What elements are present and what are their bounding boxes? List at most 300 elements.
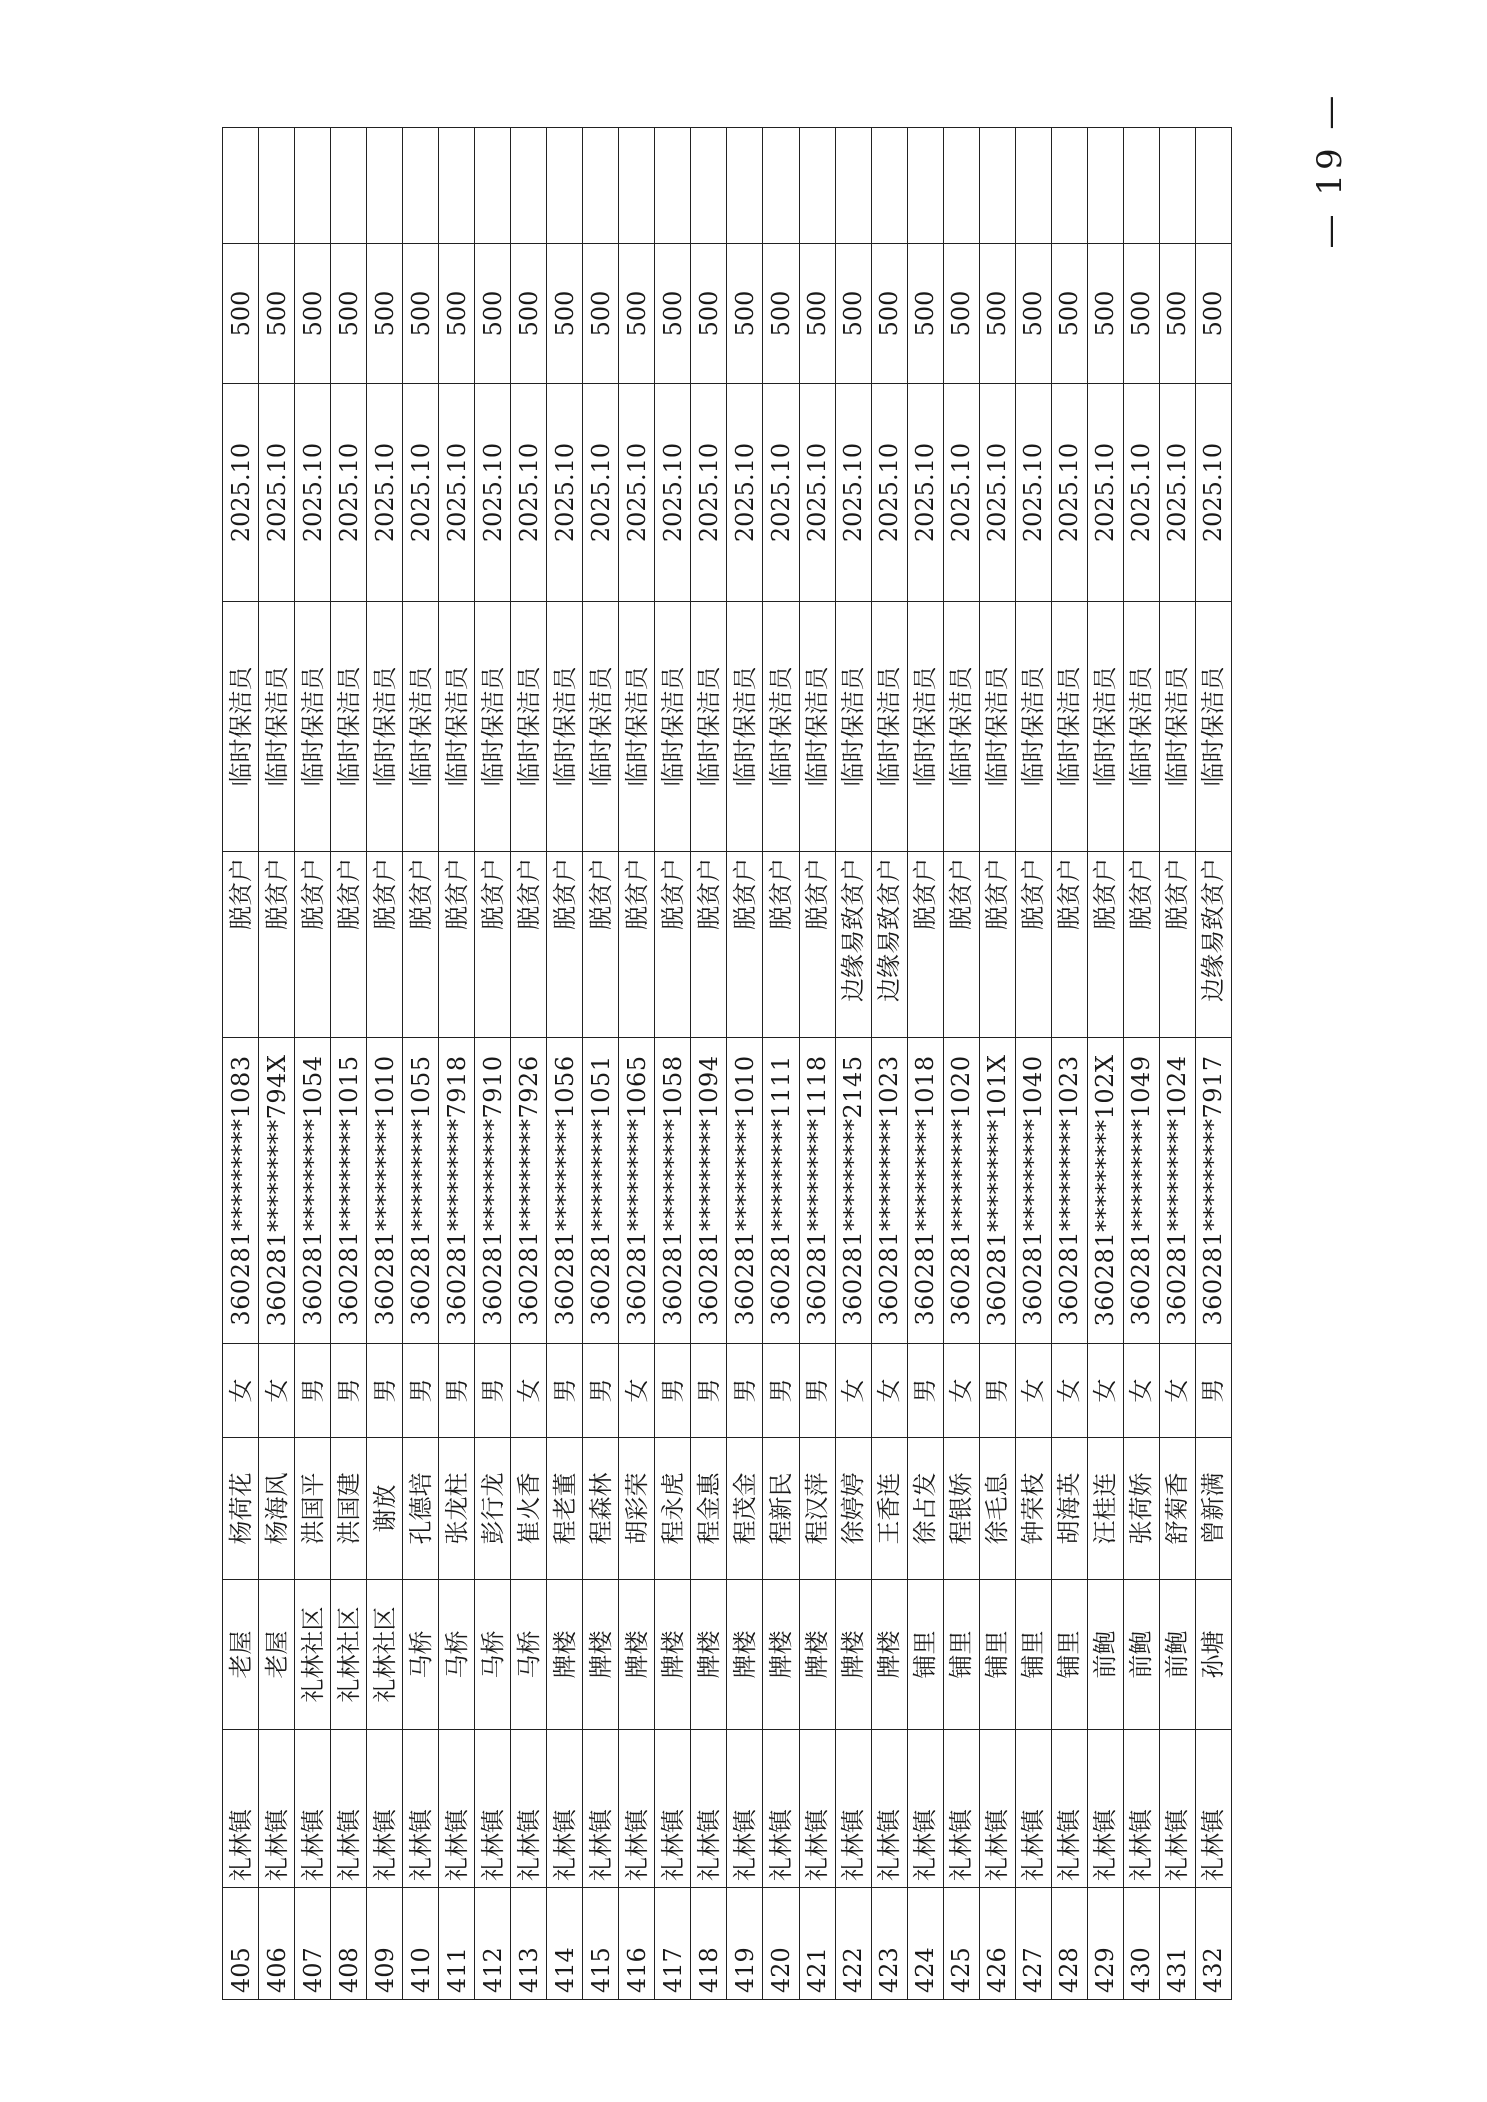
id-number-cell: 360281*********1058 bbox=[655, 1038, 691, 1344]
job-title-cell: 临时保洁员 bbox=[223, 602, 259, 852]
household-type-cell: 脱贫户 bbox=[511, 852, 547, 1038]
village-cell: 马桥 bbox=[475, 1580, 511, 1730]
job-title-cell: 临时保洁员 bbox=[1123, 602, 1159, 852]
household-type-cell: 脱贫户 bbox=[1015, 852, 1051, 1038]
remark-cell bbox=[799, 128, 835, 244]
date-cell: 2025.10 bbox=[763, 384, 799, 602]
town-cell: 礼林镇 bbox=[475, 1730, 511, 1888]
table-row bbox=[475, 128, 511, 2000]
date-cell: 2025.10 bbox=[475, 384, 511, 602]
id-number-cell: 360281*********1018 bbox=[907, 1038, 943, 1344]
household-type-cell: 脱贫户 bbox=[655, 852, 691, 1038]
id-number-cell: 360281*********7918 bbox=[439, 1038, 475, 1344]
village-cell: 牌楼 bbox=[763, 1580, 799, 1730]
gender-cell: 女 bbox=[1159, 1344, 1195, 1438]
id-number-cell: 360281*********1023 bbox=[1051, 1038, 1087, 1344]
village-cell: 前鲍 bbox=[1123, 1580, 1159, 1730]
village-cell: 老屋 bbox=[223, 1580, 259, 1730]
town-cell: 礼林镇 bbox=[1015, 1730, 1051, 1888]
table-row bbox=[1051, 128, 1087, 2000]
id-number-cell: 360281*********1015 bbox=[331, 1038, 367, 1344]
amount-cell: 500 bbox=[547, 244, 583, 384]
amount-cell: 500 bbox=[1195, 244, 1231, 384]
town-cell: 礼林镇 bbox=[907, 1730, 943, 1888]
job-title-cell: 临时保洁员 bbox=[295, 602, 331, 852]
roster-table-container bbox=[222, 128, 1232, 2000]
id-number-cell: 360281*********1055 bbox=[403, 1038, 439, 1344]
job-title-cell: 临时保洁员 bbox=[979, 602, 1015, 852]
remark-cell bbox=[763, 128, 799, 244]
job-title-cell: 临时保洁员 bbox=[403, 602, 439, 852]
town-cell: 礼林镇 bbox=[655, 1730, 691, 1888]
table-row bbox=[907, 128, 943, 2000]
amount-cell: 500 bbox=[1123, 244, 1159, 384]
row-number-cell: 424 bbox=[907, 1888, 943, 2000]
job-title-cell: 临时保洁员 bbox=[1015, 602, 1051, 852]
gender-cell: 女 bbox=[619, 1344, 655, 1438]
job-title-cell: 临时保洁员 bbox=[871, 602, 907, 852]
person-name-cell: 钟荣枝 bbox=[1015, 1438, 1051, 1580]
row-number-cell: 416 bbox=[619, 1888, 655, 2000]
date-cell: 2025.10 bbox=[259, 384, 295, 602]
gender-cell: 男 bbox=[799, 1344, 835, 1438]
household-type-cell: 边缘易致贫户 bbox=[1195, 852, 1231, 1038]
row-number-cell: 429 bbox=[1087, 1888, 1123, 2000]
town-cell: 礼林镇 bbox=[1123, 1730, 1159, 1888]
town-cell: 礼林镇 bbox=[259, 1730, 295, 1888]
amount-cell: 500 bbox=[1087, 244, 1123, 384]
date-cell: 2025.10 bbox=[511, 384, 547, 602]
household-type-cell: 脱贫户 bbox=[799, 852, 835, 1038]
town-cell: 礼林镇 bbox=[1087, 1730, 1123, 1888]
date-cell: 2025.10 bbox=[1015, 384, 1051, 602]
row-number-cell: 425 bbox=[943, 1888, 979, 2000]
date-cell: 2025.10 bbox=[1051, 384, 1087, 602]
amount-cell: 500 bbox=[691, 244, 727, 384]
row-number-cell: 432 bbox=[1195, 1888, 1231, 2000]
village-cell: 孙塘 bbox=[1195, 1580, 1231, 1730]
remark-cell bbox=[943, 128, 979, 244]
village-cell: 铺里 bbox=[1015, 1580, 1051, 1730]
date-cell: 2025.10 bbox=[439, 384, 475, 602]
remark-cell bbox=[259, 128, 295, 244]
table-row bbox=[943, 128, 979, 2000]
household-type-cell: 脱贫户 bbox=[1051, 852, 1087, 1038]
id-number-cell: 360281*********1083 bbox=[223, 1038, 259, 1344]
id-number-cell: 360281*********7910 bbox=[475, 1038, 511, 1344]
table-row bbox=[799, 128, 835, 2000]
village-cell: 马桥 bbox=[439, 1580, 475, 1730]
job-title-cell: 临时保洁员 bbox=[1159, 602, 1195, 852]
date-cell: 2025.10 bbox=[1123, 384, 1159, 602]
village-cell: 牌楼 bbox=[547, 1580, 583, 1730]
person-name-cell: 张龙柱 bbox=[439, 1438, 475, 1580]
gender-cell: 男 bbox=[763, 1344, 799, 1438]
id-number-cell: 360281*********1010 bbox=[367, 1038, 403, 1344]
person-name-cell: 程金惠 bbox=[691, 1438, 727, 1580]
household-type-cell: 脱贫户 bbox=[259, 852, 295, 1038]
id-number-cell: 360281*********1118 bbox=[799, 1038, 835, 1344]
household-type-cell: 脱贫户 bbox=[331, 852, 367, 1038]
id-number-cell: 360281*********1065 bbox=[619, 1038, 655, 1344]
row-number-cell: 426 bbox=[979, 1888, 1015, 2000]
remark-cell bbox=[1087, 128, 1123, 244]
person-name-cell: 舒菊香 bbox=[1159, 1438, 1195, 1580]
town-cell: 礼林镇 bbox=[943, 1730, 979, 1888]
job-title-cell: 临时保洁员 bbox=[439, 602, 475, 852]
remark-cell bbox=[439, 128, 475, 244]
date-cell: 2025.10 bbox=[1087, 384, 1123, 602]
id-number-cell: 360281*********7926 bbox=[511, 1038, 547, 1344]
gender-cell: 男 bbox=[583, 1344, 619, 1438]
remark-cell bbox=[1123, 128, 1159, 244]
town-cell: 礼林镇 bbox=[547, 1730, 583, 1888]
date-cell: 2025.10 bbox=[547, 384, 583, 602]
id-number-cell: 360281*********1049 bbox=[1123, 1038, 1159, 1344]
job-title-cell: 临时保洁员 bbox=[547, 602, 583, 852]
job-title-cell: 临时保洁员 bbox=[511, 602, 547, 852]
date-cell: 2025.10 bbox=[223, 384, 259, 602]
gender-cell: 女 bbox=[1051, 1344, 1087, 1438]
amount-cell: 500 bbox=[223, 244, 259, 384]
household-type-cell: 边缘易致贫户 bbox=[835, 852, 871, 1038]
date-cell: 2025.10 bbox=[331, 384, 367, 602]
remark-cell bbox=[835, 128, 871, 244]
table-row bbox=[1015, 128, 1051, 2000]
household-type-cell: 脱贫户 bbox=[1087, 852, 1123, 1038]
person-name-cell: 徐占发 bbox=[907, 1438, 943, 1580]
table-row bbox=[835, 128, 871, 2000]
table-row bbox=[691, 128, 727, 2000]
job-title-cell: 临时保洁员 bbox=[907, 602, 943, 852]
household-type-cell: 脱贫户 bbox=[763, 852, 799, 1038]
person-name-cell: 曾新满 bbox=[1195, 1438, 1231, 1580]
household-type-cell: 脱贫户 bbox=[439, 852, 475, 1038]
remark-cell bbox=[727, 128, 763, 244]
gender-cell: 女 bbox=[223, 1344, 259, 1438]
remark-cell bbox=[583, 128, 619, 244]
table-row bbox=[763, 128, 799, 2000]
person-name-cell: 徐婷婷 bbox=[835, 1438, 871, 1580]
village-cell: 铺里 bbox=[1051, 1580, 1087, 1730]
job-title-cell: 临时保洁员 bbox=[835, 602, 871, 852]
amount-cell: 500 bbox=[1051, 244, 1087, 384]
village-cell: 前鲍 bbox=[1159, 1580, 1195, 1730]
date-cell: 2025.10 bbox=[835, 384, 871, 602]
id-number-cell: 360281*********1056 bbox=[547, 1038, 583, 1344]
id-number-cell: 360281*********1054 bbox=[295, 1038, 331, 1344]
gender-cell: 女 bbox=[1087, 1344, 1123, 1438]
amount-cell: 500 bbox=[943, 244, 979, 384]
village-cell: 牌楼 bbox=[655, 1580, 691, 1730]
row-number-cell: 417 bbox=[655, 1888, 691, 2000]
table-row bbox=[367, 128, 403, 2000]
person-name-cell: 洪国建 bbox=[331, 1438, 367, 1580]
town-cell: 礼林镇 bbox=[835, 1730, 871, 1888]
village-cell: 牌楼 bbox=[871, 1580, 907, 1730]
id-number-cell: 360281*********102X bbox=[1087, 1038, 1123, 1344]
remark-cell bbox=[547, 128, 583, 244]
amount-cell: 500 bbox=[763, 244, 799, 384]
id-number-cell: 360281*********7917 bbox=[1195, 1038, 1231, 1344]
remark-cell bbox=[655, 128, 691, 244]
table-row bbox=[655, 128, 691, 2000]
household-type-cell: 脱贫户 bbox=[691, 852, 727, 1038]
town-cell: 礼林镇 bbox=[511, 1730, 547, 1888]
row-number-cell: 422 bbox=[835, 1888, 871, 2000]
person-name-cell: 胡海英 bbox=[1051, 1438, 1087, 1580]
id-number-cell: 360281*********1010 bbox=[727, 1038, 763, 1344]
village-cell: 牌楼 bbox=[835, 1580, 871, 1730]
job-title-cell: 临时保洁员 bbox=[583, 602, 619, 852]
gender-cell: 女 bbox=[259, 1344, 295, 1438]
remark-cell bbox=[367, 128, 403, 244]
gender-cell: 男 bbox=[403, 1344, 439, 1438]
date-cell: 2025.10 bbox=[1195, 384, 1231, 602]
job-title-cell: 临时保洁员 bbox=[763, 602, 799, 852]
household-type-cell: 脱贫户 bbox=[547, 852, 583, 1038]
amount-cell: 500 bbox=[907, 244, 943, 384]
village-cell: 礼林社区 bbox=[295, 1580, 331, 1730]
village-cell: 牌楼 bbox=[799, 1580, 835, 1730]
row-number-cell: 412 bbox=[475, 1888, 511, 2000]
job-title-cell: 临时保洁员 bbox=[799, 602, 835, 852]
table-row bbox=[223, 128, 259, 2000]
table-row bbox=[439, 128, 475, 2000]
person-name-cell: 胡彩荣 bbox=[619, 1438, 655, 1580]
amount-cell: 500 bbox=[871, 244, 907, 384]
person-name-cell: 程森林 bbox=[583, 1438, 619, 1580]
village-cell: 老屋 bbox=[259, 1580, 295, 1730]
village-cell: 前鲍 bbox=[1087, 1580, 1123, 1730]
person-name-cell: 程老董 bbox=[547, 1438, 583, 1580]
table-row bbox=[1195, 128, 1231, 2000]
remark-cell bbox=[1015, 128, 1051, 244]
household-type-cell: 脱贫户 bbox=[907, 852, 943, 1038]
amount-cell: 500 bbox=[331, 244, 367, 384]
row-number-cell: 410 bbox=[403, 1888, 439, 2000]
row-number-cell: 413 bbox=[511, 1888, 547, 2000]
job-title-cell: 临时保洁员 bbox=[943, 602, 979, 852]
village-cell: 马桥 bbox=[403, 1580, 439, 1730]
id-number-cell: 360281*********1094 bbox=[691, 1038, 727, 1344]
remark-cell bbox=[511, 128, 547, 244]
household-type-cell: 脱贫户 bbox=[979, 852, 1015, 1038]
job-title-cell: 临时保洁员 bbox=[1087, 602, 1123, 852]
household-type-cell: 脱贫户 bbox=[475, 852, 511, 1038]
row-number-cell: 427 bbox=[1015, 1888, 1051, 2000]
remark-cell bbox=[331, 128, 367, 244]
table-row bbox=[295, 128, 331, 2000]
household-type-cell: 脱贫户 bbox=[1159, 852, 1195, 1038]
village-cell: 礼林社区 bbox=[331, 1580, 367, 1730]
remark-cell bbox=[1051, 128, 1087, 244]
table-row bbox=[619, 128, 655, 2000]
person-name-cell: 杨海风 bbox=[259, 1438, 295, 1580]
table-body bbox=[223, 128, 1232, 2000]
date-cell: 2025.10 bbox=[799, 384, 835, 602]
person-name-cell: 崔火香 bbox=[511, 1438, 547, 1580]
amount-cell: 500 bbox=[619, 244, 655, 384]
amount-cell: 500 bbox=[475, 244, 511, 384]
row-number-cell: 420 bbox=[763, 1888, 799, 2000]
date-cell: 2025.10 bbox=[691, 384, 727, 602]
village-cell: 牌楼 bbox=[619, 1580, 655, 1730]
remark-cell bbox=[295, 128, 331, 244]
town-cell: 礼林镇 bbox=[439, 1730, 475, 1888]
date-cell: 2025.10 bbox=[583, 384, 619, 602]
gender-cell: 男 bbox=[295, 1344, 331, 1438]
amount-cell: 500 bbox=[403, 244, 439, 384]
household-type-cell: 脱贫户 bbox=[295, 852, 331, 1038]
remark-cell bbox=[403, 128, 439, 244]
remark-cell bbox=[907, 128, 943, 244]
amount-cell: 500 bbox=[295, 244, 331, 384]
person-name-cell: 杨荷花 bbox=[223, 1438, 259, 1580]
town-cell: 礼林镇 bbox=[403, 1730, 439, 1888]
id-number-cell: 360281*********2145 bbox=[835, 1038, 871, 1344]
row-number-cell: 428 bbox=[1051, 1888, 1087, 2000]
job-title-cell: 临时保洁员 bbox=[691, 602, 727, 852]
gender-cell: 男 bbox=[691, 1344, 727, 1438]
table-row bbox=[547, 128, 583, 2000]
town-cell: 礼林镇 bbox=[367, 1730, 403, 1888]
amount-cell: 500 bbox=[367, 244, 403, 384]
table-row bbox=[1087, 128, 1123, 2000]
gender-cell: 男 bbox=[331, 1344, 367, 1438]
village-cell: 铺里 bbox=[907, 1580, 943, 1730]
remark-cell bbox=[691, 128, 727, 244]
town-cell: 礼林镇 bbox=[763, 1730, 799, 1888]
row-number-cell: 430 bbox=[1123, 1888, 1159, 2000]
person-name-cell: 谢放 bbox=[367, 1438, 403, 1580]
household-type-cell: 脱贫户 bbox=[583, 852, 619, 1038]
amount-cell: 500 bbox=[511, 244, 547, 384]
table-row bbox=[403, 128, 439, 2000]
village-cell: 礼林社区 bbox=[367, 1580, 403, 1730]
gender-cell: 女 bbox=[511, 1344, 547, 1438]
row-number-cell: 419 bbox=[727, 1888, 763, 2000]
amount-cell: 500 bbox=[799, 244, 835, 384]
id-number-cell: 360281*********101X bbox=[979, 1038, 1015, 1344]
row-number-cell: 407 bbox=[295, 1888, 331, 2000]
table-row bbox=[979, 128, 1015, 2000]
id-number-cell: 360281*********1040 bbox=[1015, 1038, 1051, 1344]
date-cell: 2025.10 bbox=[907, 384, 943, 602]
gender-cell: 男 bbox=[979, 1344, 1015, 1438]
job-title-cell: 临时保洁员 bbox=[475, 602, 511, 852]
gender-cell: 男 bbox=[655, 1344, 691, 1438]
job-title-cell: 临时保洁员 bbox=[619, 602, 655, 852]
amount-cell: 500 bbox=[1159, 244, 1195, 384]
date-cell: 2025.10 bbox=[295, 384, 331, 602]
amount-cell: 500 bbox=[439, 244, 475, 384]
gender-cell: 女 bbox=[871, 1344, 907, 1438]
date-cell: 2025.10 bbox=[367, 384, 403, 602]
roster-table bbox=[222, 127, 1232, 2000]
town-cell: 礼林镇 bbox=[691, 1730, 727, 1888]
table-row bbox=[331, 128, 367, 2000]
gender-cell: 男 bbox=[907, 1344, 943, 1438]
date-cell: 2025.10 bbox=[403, 384, 439, 602]
town-cell: 礼林镇 bbox=[583, 1730, 619, 1888]
gender-cell: 男 bbox=[1195, 1344, 1231, 1438]
amount-cell: 500 bbox=[1015, 244, 1051, 384]
household-type-cell: 边缘易致贫户 bbox=[871, 852, 907, 1038]
job-title-cell: 临时保洁员 bbox=[655, 602, 691, 852]
date-cell: 2025.10 bbox=[871, 384, 907, 602]
table-row bbox=[871, 128, 907, 2000]
date-cell: 2025.10 bbox=[727, 384, 763, 602]
date-cell: 2025.10 bbox=[619, 384, 655, 602]
person-name-cell: 徐毛息 bbox=[979, 1438, 1015, 1580]
person-name-cell: 程茂金 bbox=[727, 1438, 763, 1580]
gender-cell: 女 bbox=[1123, 1344, 1159, 1438]
row-number-cell: 406 bbox=[259, 1888, 295, 2000]
gender-cell: 女 bbox=[835, 1344, 871, 1438]
row-number-cell: 423 bbox=[871, 1888, 907, 2000]
id-number-cell: 360281*********1051 bbox=[583, 1038, 619, 1344]
gender-cell: 男 bbox=[367, 1344, 403, 1438]
job-title-cell: 临时保洁员 bbox=[1051, 602, 1087, 852]
household-type-cell: 脱贫户 bbox=[403, 852, 439, 1038]
town-cell: 礼林镇 bbox=[295, 1730, 331, 1888]
table-row bbox=[583, 128, 619, 2000]
gender-cell: 女 bbox=[1015, 1344, 1051, 1438]
date-cell: 2025.10 bbox=[943, 384, 979, 602]
town-cell: 礼林镇 bbox=[871, 1730, 907, 1888]
row-number-cell: 408 bbox=[331, 1888, 367, 2000]
town-cell: 礼林镇 bbox=[799, 1730, 835, 1888]
job-title-cell: 临时保洁员 bbox=[1195, 602, 1231, 852]
row-number-cell: 421 bbox=[799, 1888, 835, 2000]
row-number-cell: 409 bbox=[367, 1888, 403, 2000]
gender-cell: 男 bbox=[475, 1344, 511, 1438]
town-cell: 礼林镇 bbox=[1195, 1730, 1231, 1888]
village-cell: 马桥 bbox=[511, 1580, 547, 1730]
row-number-cell: 411 bbox=[439, 1888, 475, 2000]
job-title-cell: 临时保洁员 bbox=[259, 602, 295, 852]
table-row bbox=[511, 128, 547, 2000]
town-cell: 礼林镇 bbox=[1159, 1730, 1195, 1888]
person-name-cell: 程永虎 bbox=[655, 1438, 691, 1580]
village-cell: 铺里 bbox=[979, 1580, 1015, 1730]
job-title-cell: 临时保洁员 bbox=[367, 602, 403, 852]
person-name-cell: 汪桂连 bbox=[1087, 1438, 1123, 1580]
household-type-cell: 脱贫户 bbox=[943, 852, 979, 1038]
id-number-cell: 360281*********1023 bbox=[871, 1038, 907, 1344]
row-number-cell: 405 bbox=[223, 1888, 259, 2000]
person-name-cell: 程汉萍 bbox=[799, 1438, 835, 1580]
remark-cell bbox=[475, 128, 511, 244]
person-name-cell: 孔德培 bbox=[403, 1438, 439, 1580]
remark-cell bbox=[1159, 128, 1195, 244]
amount-cell: 500 bbox=[835, 244, 871, 384]
remark-cell bbox=[619, 128, 655, 244]
town-cell: 礼林镇 bbox=[727, 1730, 763, 1888]
village-cell: 牌楼 bbox=[583, 1580, 619, 1730]
gender-cell: 女 bbox=[943, 1344, 979, 1438]
household-type-cell: 脱贫户 bbox=[223, 852, 259, 1038]
household-type-cell: 脱贫户 bbox=[367, 852, 403, 1038]
person-name-cell: 程银娇 bbox=[943, 1438, 979, 1580]
gender-cell: 男 bbox=[439, 1344, 475, 1438]
id-number-cell: 360281*********1024 bbox=[1159, 1038, 1195, 1344]
town-cell: 礼林镇 bbox=[979, 1730, 1015, 1888]
table-row bbox=[1123, 128, 1159, 2000]
table-row bbox=[1159, 128, 1195, 2000]
row-number-cell: 431 bbox=[1159, 1888, 1195, 2000]
